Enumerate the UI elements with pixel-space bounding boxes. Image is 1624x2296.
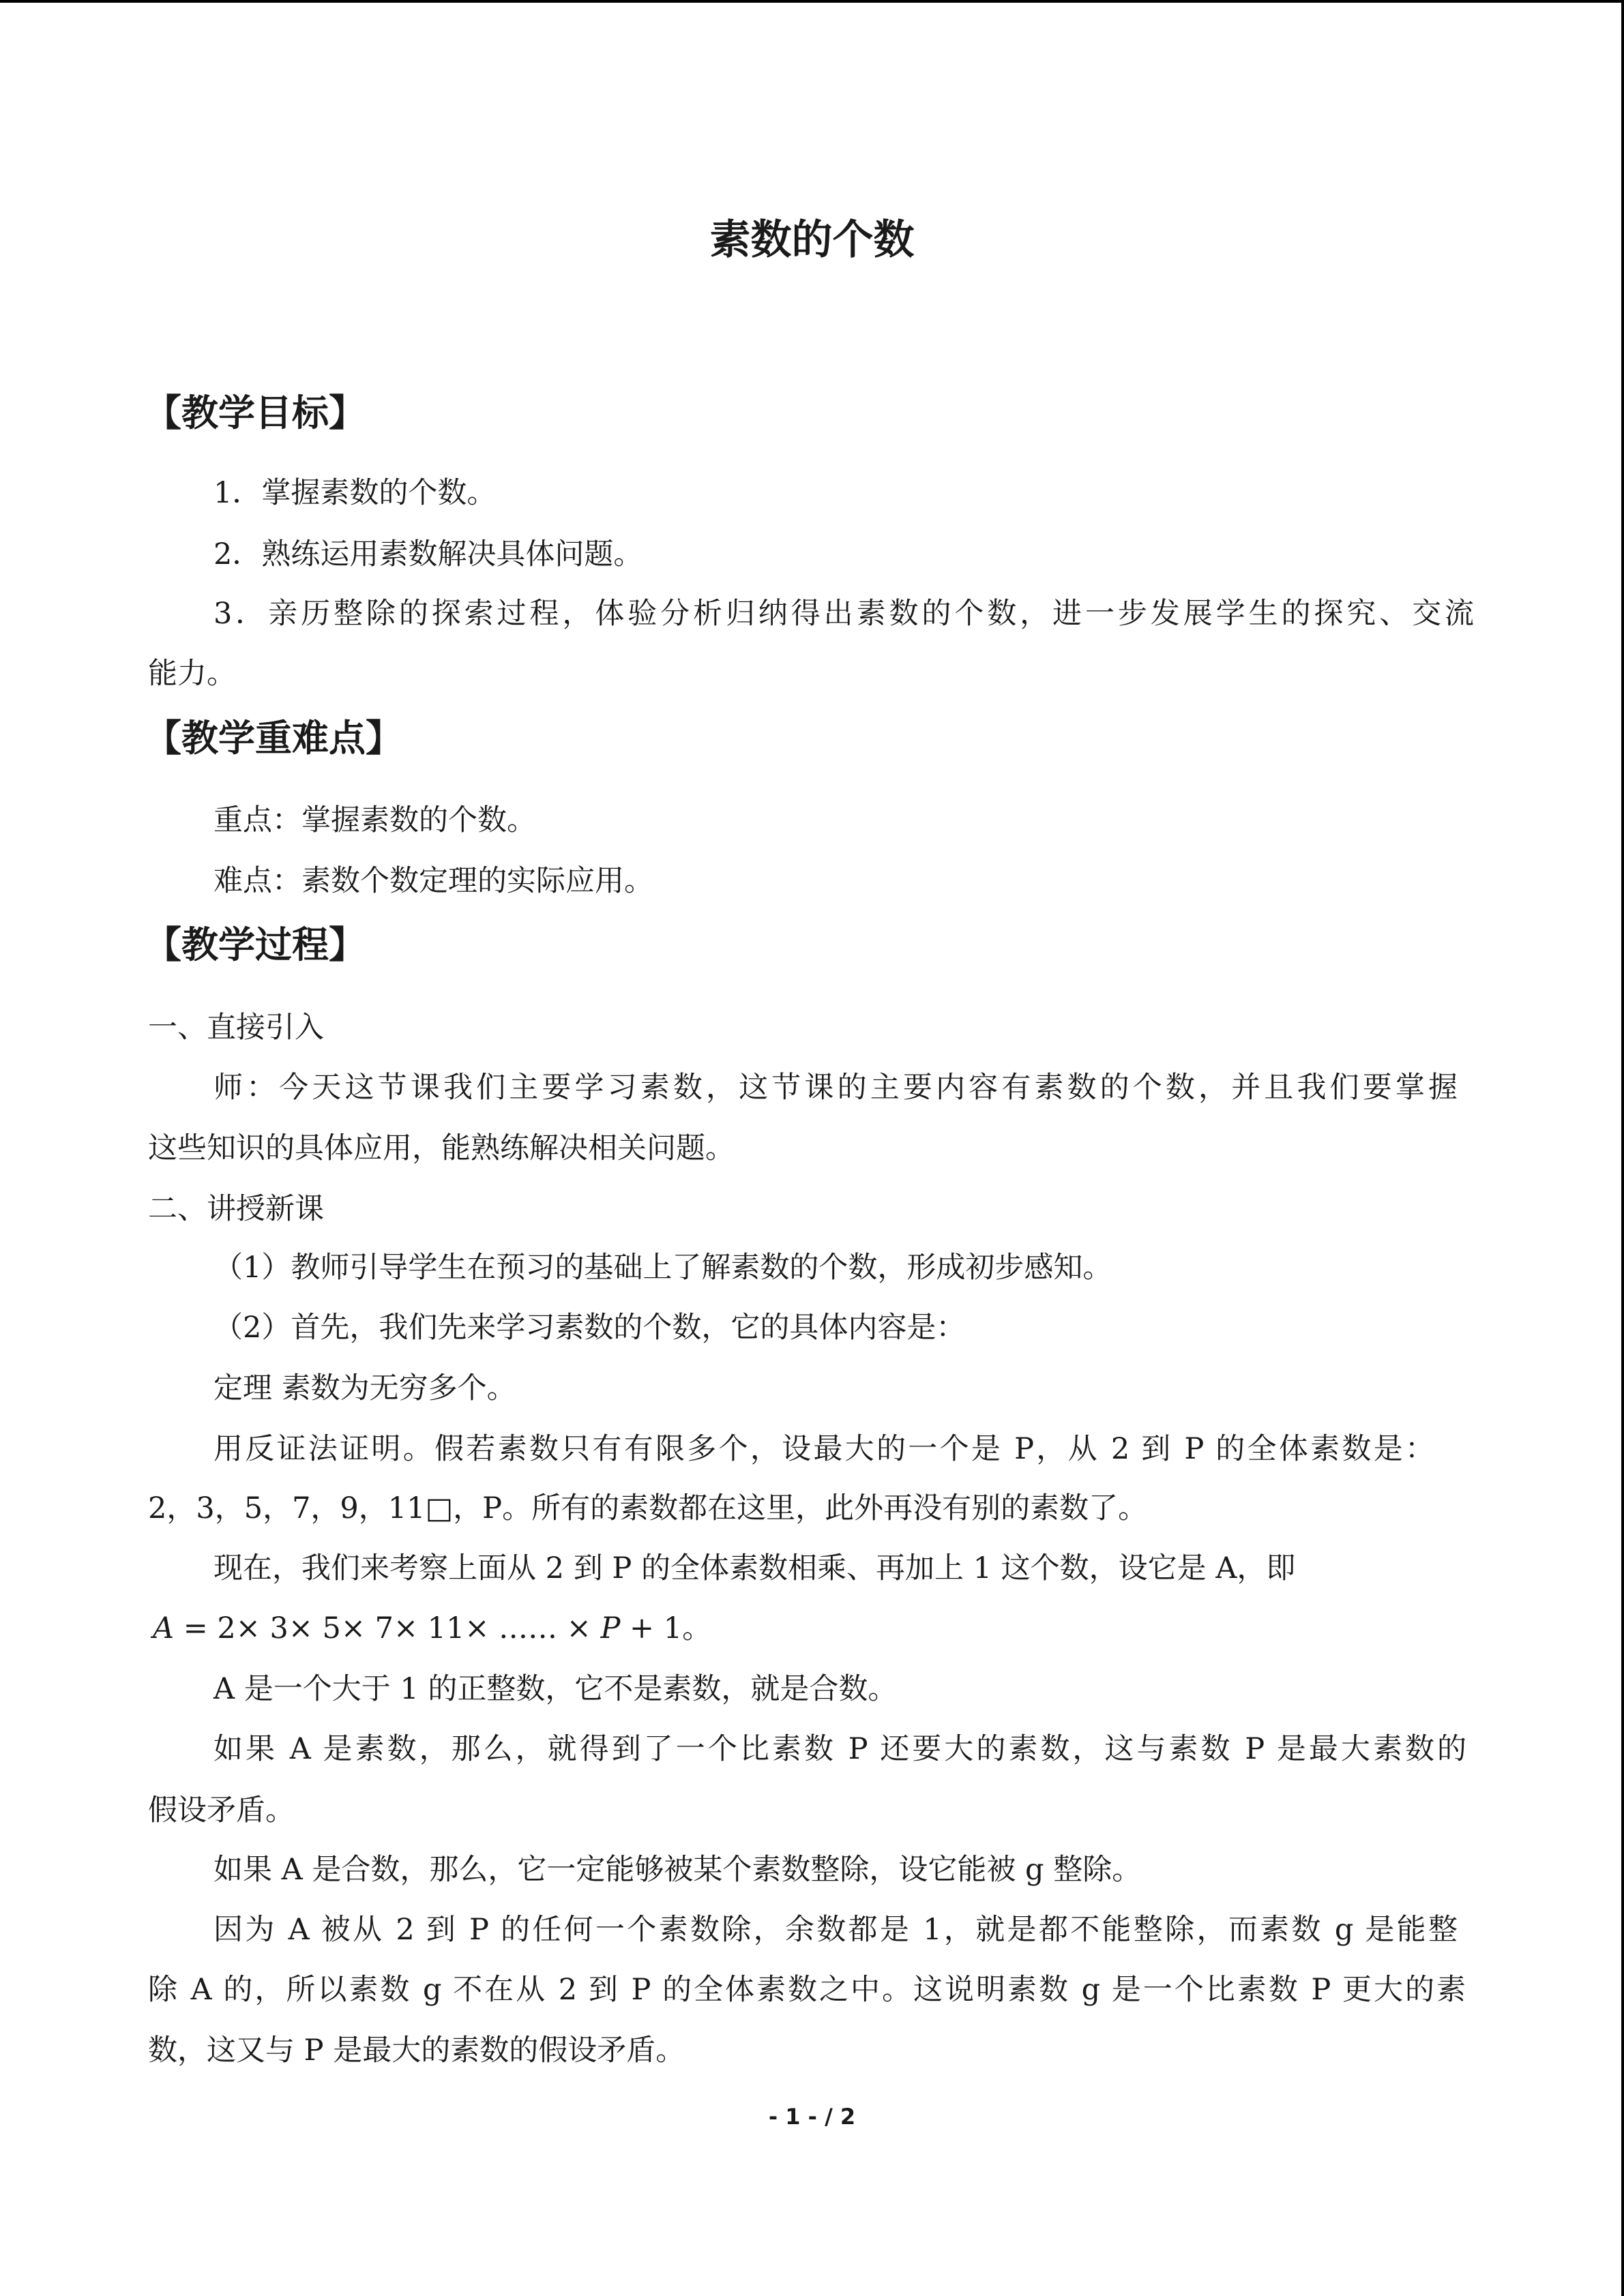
paragraph-a-composite-case: 如果 A 是合数，那么，它一定能够被某个素数整除，设它能被 g 整除。: [213, 1853, 1142, 1887]
paragraph-consider-product: 现在，我们来考察上面从 2 到 P 的全体素数相乘、再加上 1 这个数，设它是 A，即: [213, 1551, 1296, 1585]
formula-var-p: P: [600, 1611, 621, 1645]
goal-item-3: 3．亲历整除的探索过程，体验分析归纳得出素数的个数，进一步发展学生的探究、交流: [213, 597, 1474, 631]
paragraph-teacher-intro: 师：今天这节课我们主要学习素数，这节课的主要内容有素数的个数，并且我们要掌握: [213, 1071, 1458, 1105]
theorem-statement: 定理 素数为无穷多个。: [213, 1371, 516, 1405]
page-number: - 1 - / 2: [768, 2104, 856, 2130]
goal-item-2: 2．熟练运用素数解决具体问题。: [213, 537, 643, 571]
paragraph-a-integer: A 是一个大于 1 的正整数，它不是素数，就是合数。: [213, 1672, 898, 1706]
formula-var-a: A: [153, 1611, 175, 1645]
formula-product: = 2× 3× 5× 7× 11× …… ×: [174, 1611, 601, 1645]
paragraph-conclusion: 数，这又与 P 是最大的素数的假设矛盾。: [148, 2033, 685, 2068]
paragraph-divisibility: 因为 A 被从 2 到 P 的任何一个素数除，余数都是 1，就是都不能整除，而素数 g 是能整: [213, 1913, 1458, 1947]
document-title: 素数的个数: [709, 216, 915, 264]
goal-item-1: 1．掌握素数的个数。: [213, 476, 497, 510]
paragraph-prime-list: 2，3，5，7，9，11□，P。所有的素数都在这里，此外再没有别的素数了。: [148, 1491, 1148, 1525]
formula-suffix: + 1。: [620, 1611, 712, 1645]
paragraph-a-prime-case-cont: 假设矛盾。: [148, 1793, 295, 1828]
section-direct-intro: 一、直接引入: [148, 1011, 324, 1045]
paragraph-step-1: （1）教师引导学生在预习的基础上了解素数的个数，形成初步感知。: [213, 1251, 1112, 1285]
heading-teaching-process: 【教学过程】: [145, 923, 366, 966]
keypoint-difficulty: 难点：素数个数定理的实际应用。: [213, 864, 653, 898]
section-new-lesson: 二、讲授新课: [148, 1192, 324, 1226]
paragraph-a-prime-case: 如果 A 是素数，那么，就得到了一个比素数 P 还要大的素数，这与素数 P 是最大素数的: [213, 1732, 1466, 1766]
keypoint-focus: 重点：掌握素数的个数。: [213, 803, 536, 837]
goal-item-3-cont: 能力。: [148, 657, 236, 691]
paragraph-teacher-intro-cont: 这些知识的具体应用，能熟练解决相关问题。: [148, 1131, 735, 1165]
formula-a-product: [153, 1608, 711, 1649]
paragraph-proof-intro: 用反证法证明。假若素数只有有限多个，设最大的一个是 P，从 2 到 P 的全体素数是：: [213, 1432, 1434, 1466]
paragraph-step-2: （2）首先，我们先来学习素数的个数，它的具体内容是：: [213, 1311, 966, 1345]
heading-key-difficult-points: 【教学重难点】: [145, 717, 402, 760]
paragraph-divisibility-cont: 除 A 的，所以素数 g 不在从 2 到 P 的全体素数之中。这说明素数 g 是一个比素数 P 更大的素: [148, 1973, 1466, 2007]
heading-teaching-goals: 【教学目标】: [145, 391, 366, 434]
